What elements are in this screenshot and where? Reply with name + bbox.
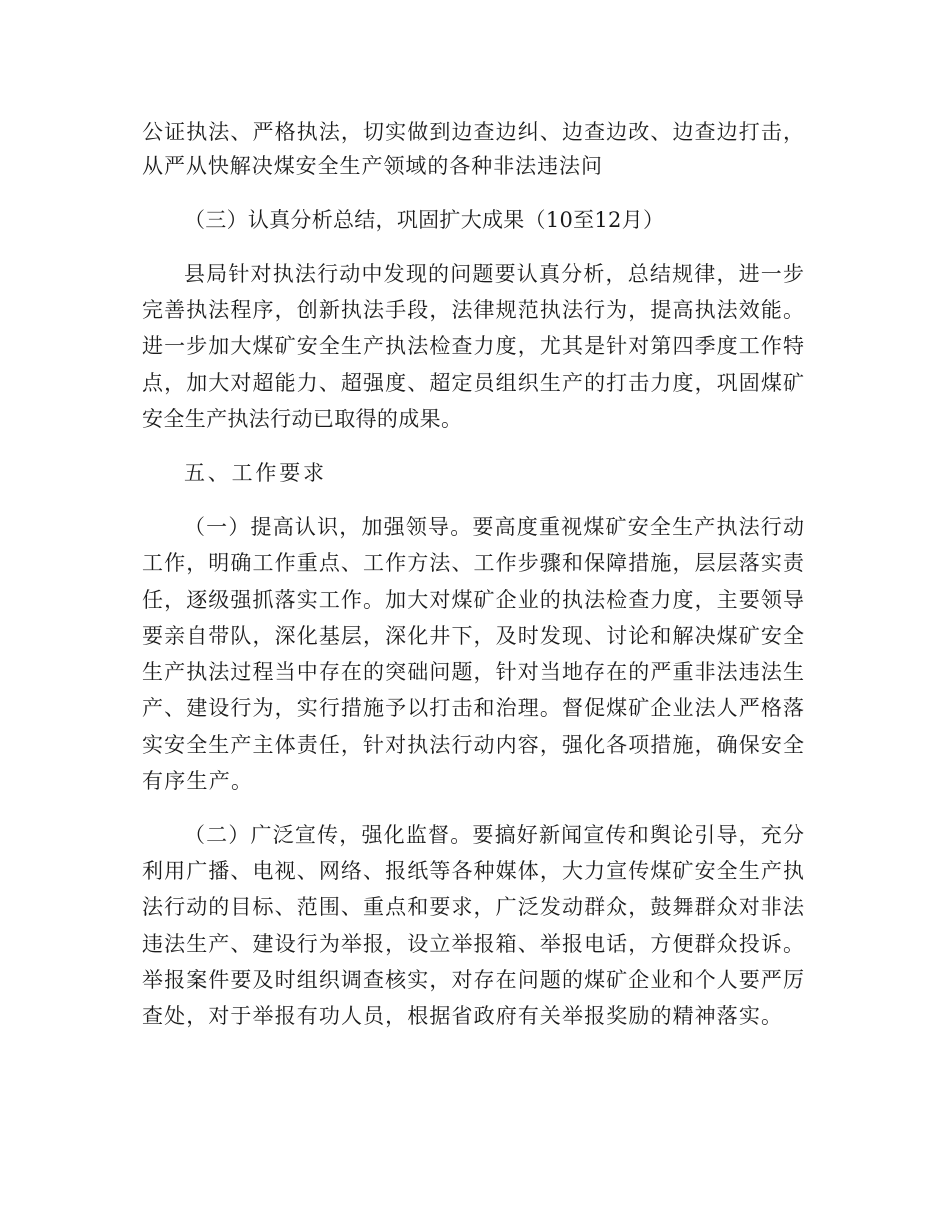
paragraph-line: 安全生产执法行动已取得的成果。 (142, 407, 463, 431)
section-heading: 五、工作要求 (184, 461, 327, 485)
paragraph-line: 有序生产。 (142, 769, 254, 793)
paragraph-line: 产、建设行为，实行措施予以打击和治理。督促煤矿企业法人严格落 (142, 696, 806, 720)
paragraph-line: 完善执法程序，创新执法手段，法律规范执法行为，提高执法效能。 (142, 298, 806, 322)
paragraph-line: 进一步加大煤矿安全生产执法检查力度，尤其是针对第四季度工作特 (142, 334, 806, 358)
paragraph-line: 实安全生产主体责任，针对执法行动内容，强化各项措施，确保安全 (142, 733, 806, 757)
paragraph-line: 点，加大对超能力、超强度、超定员组织生产的打击力度，巩固煤矿 (142, 371, 806, 395)
paragraph-line: 违法生产、建设行为举报，设立举报箱、举报电话，方便群众投诉。 (142, 932, 806, 956)
paragraph-line: （一）提高认识，加强领导。要高度重视煤矿安全生产执法行动 (184, 515, 806, 539)
paragraph-line: 从严从快解决煤安全生产领域的各种非法违法问 (142, 154, 603, 178)
section-subheading: （三）认真分析总结，巩固扩大成果（10至12月） (184, 208, 665, 232)
paragraph-line: （二）广泛宣传，强化监督。要搞好新闻宣传和舆论引导，充分 (184, 823, 806, 847)
paragraph-line: 工作，明确工作重点、工作方法、工作步骤和保障措施，层层落实责 (142, 551, 806, 575)
paragraph-line: 县局针对执法行动中发现的问题要认真分析，总结规律，进一步 (184, 262, 806, 286)
paragraph-line: 举报案件要及时组织调查核实，对存在问题的煤矿企业和个人要严厉 (142, 968, 806, 992)
paragraph-line: 查处，对于举报有功人员，根据省政府有关举报奖励的精神落实。 (142, 1004, 784, 1028)
paragraph-line: 利用广播、电视、网络、报纸等各种媒体，大力宣传煤矿安全生产执 (142, 859, 806, 883)
paragraph-line: 法行动的目标、范围、重点和要求，广泛发动群众，鼓舞群众对非法 (142, 895, 806, 919)
paragraph-line: 公证执法、严格执法，切实做到边查边纠、边查边改、边查边打击， (142, 120, 806, 144)
paragraph-line: 生产执法过程当中存在的突础问题，针对当地存在的严重非法违法生 (142, 660, 806, 684)
paragraph-line: 任，逐级强抓落实工作。加大对煤矿企业的执法检查力度，主要领导 (142, 588, 806, 612)
paragraph-line: 要亲自带队，深化基层，深化井下，及时发现、讨论和解决煤矿安全 (142, 624, 806, 648)
